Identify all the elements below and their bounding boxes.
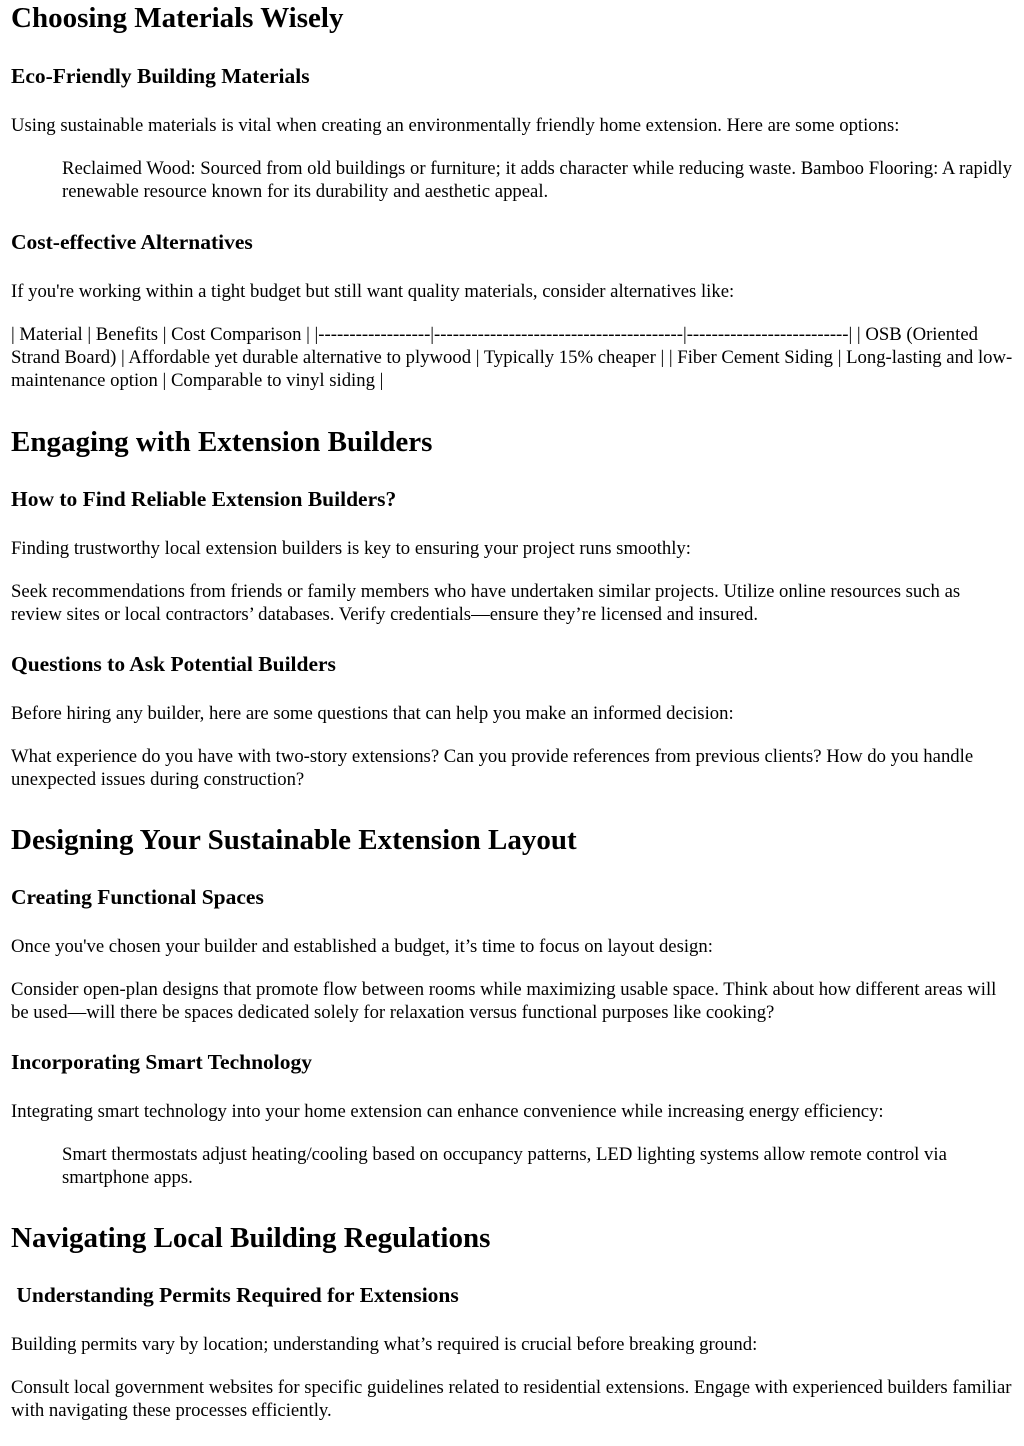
- paragraph-raw-table: | Material | Benefits | Cost Comparison | |------------------|----------------------------------------|--------------------------| | OSB (Oriented Strand Board) | Affordable yet durable alternative to plywood | Typically 15% cheaper | | Fiber Cement Siding | Long-lasting and low-maintenance option | Comparable to vinyl siding |: [11, 324, 1013, 391]
- subheading-find-builders: How to Find Reliable Extension Builders?: [11, 487, 397, 511]
- paragraph-cost-intro: If you're working within a tight budget but still want quality materials, consider alternatives like:: [11, 281, 735, 302]
- subheading-permits: Understanding Permits Required for Extensions: [11, 1283, 459, 1307]
- blockquote-eco-options: Reclaimed Wood: Sourced from old buildings or furniture; it adds character while reducing waste. Bamboo Flooring: A rapidly renewable resource known for its durability and aesthetic appeal.: [62, 158, 1012, 202]
- subheading-questions: Questions to Ask Potential Builders: [11, 652, 336, 676]
- paragraph-eco-intro: Using sustainable materials is vital when creating an environmentally friendly home extension. Here are some options:: [11, 115, 900, 136]
- paragraph-functional-body: Consider open-plan designs that promote flow between rooms while maximizing usable space. Think about how different areas will be used—will there be spaces dedicated solely for relaxation versus functional purposes like cooking?: [11, 979, 997, 1023]
- blockquote-smart-tech: Smart thermostats adjust heating/cooling based on occupancy patterns, LED lighting systems allow remote control via smartphone apps.: [62, 1144, 947, 1188]
- section-title-builders: Engaging with Extension Builders: [11, 426, 433, 458]
- section-title-regulations: Navigating Local Building Regulations: [11, 1222, 491, 1254]
- paragraph-questions-list: What experience do you have with two-story extensions? Can you provide references from previous clients? How do you handle unexpected issues during construction?: [11, 746, 974, 790]
- paragraph-permits-intro: Building permits vary by location; understanding what’s required is crucial before breaking ground:: [11, 1334, 758, 1355]
- subheading-cost-alternatives: Cost-effective Alternatives: [11, 230, 253, 254]
- section-title-materials: Choosing Materials Wisely: [11, 2, 344, 34]
- subheading-smart-technology: Incorporating Smart Technology: [11, 1050, 313, 1074]
- paragraph-find-intro: Finding trustworthy local extension builders is key to ensuring your project runs smoothly:: [11, 538, 691, 559]
- section-title-design: Designing Your Sustainable Extension Layout: [11, 824, 577, 856]
- paragraph-find-tips: Seek recommendations from friends or family members who have undertaken similar projects. Utilize online resources such as review sites or local contractors’ databases. Verify credentials—ensure they’re licensed and insured.: [11, 581, 961, 625]
- subheading-eco-materials: Eco-Friendly Building Materials: [11, 64, 310, 88]
- paragraph-permits-body: Consult local government websites for specific guidelines related to residential extensions. Engage with experienced builders familiar with navigating these processes efficiently.: [11, 1377, 1012, 1421]
- subheading-functional-spaces: Creating Functional Spaces: [11, 885, 264, 909]
- paragraph-questions-intro: Before hiring any builder, here are some questions that can help you make an informed decision:: [11, 703, 734, 724]
- paragraph-smart-intro: Integrating smart technology into your home extension can enhance convenience while increasing energy efficiency:: [11, 1101, 884, 1122]
- paragraph-functional-intro: Once you've chosen your builder and established a budget, it’s time to focus on layout design:: [11, 936, 713, 957]
